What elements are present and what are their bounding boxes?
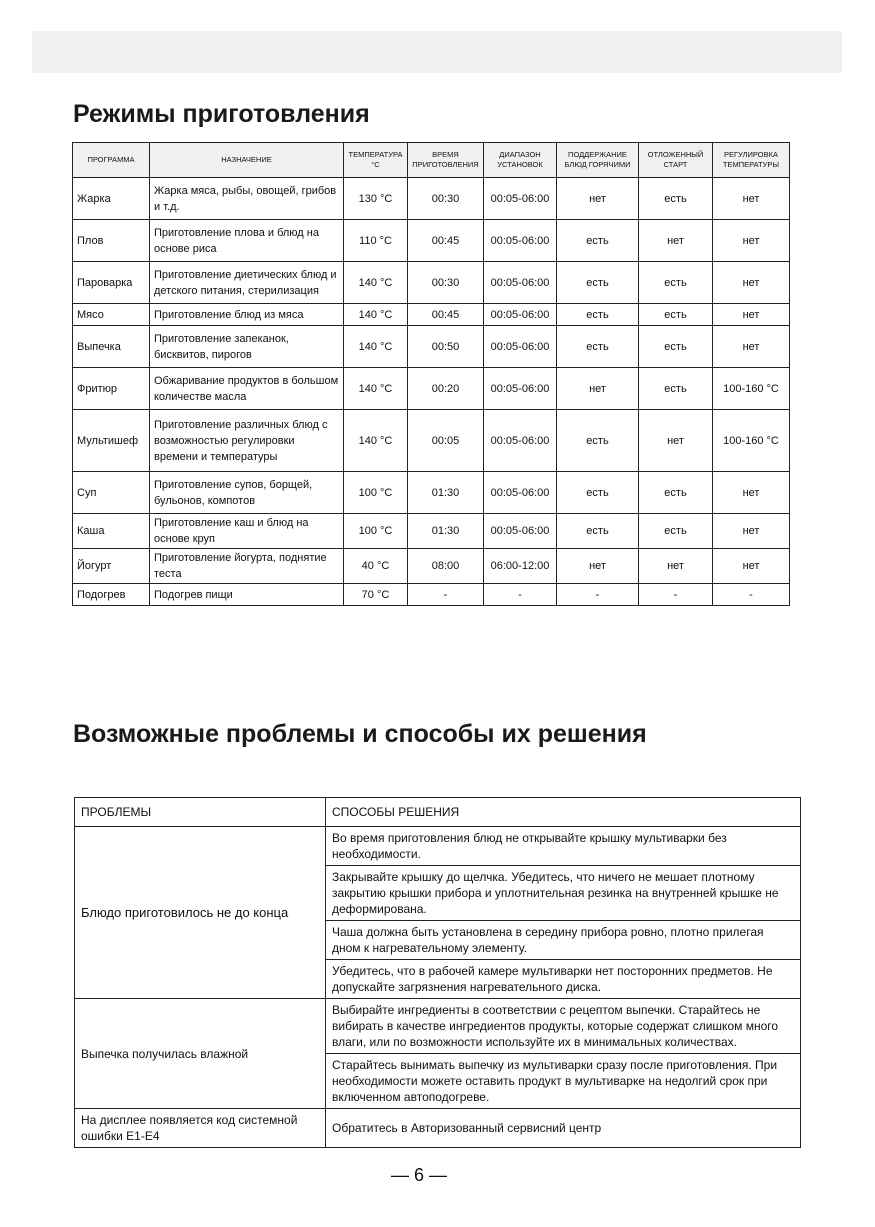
purpose-cell: Приготовление йогурта, поднятие теста <box>150 549 344 584</box>
keep-warm-cell: есть <box>557 304 639 326</box>
purpose-cell: Приготовление каш и блюд на основе круп <box>150 514 344 549</box>
header-cook-time: ВРЕМЯ ПРИГОТОВЛЕНИЯ <box>408 143 484 178</box>
cook-time-cell: 00:30 <box>408 178 484 220</box>
purpose-cell: Обжаривание продуктов в большом количестве масла <box>150 368 344 410</box>
program-cell: Жарка <box>73 178 150 220</box>
header-temperature: ТЕМПЕРАТУРА °С <box>344 143 408 178</box>
purpose-cell: Приготовление плова и блюд на основе риса <box>150 220 344 262</box>
header-problems: ПРОБЛЕМЫ <box>75 798 326 827</box>
temperature-cell: 140 °С <box>344 304 408 326</box>
header-program: ПРОГРАММА <box>73 143 150 178</box>
table-header-row <box>73 143 790 178</box>
range-cell: 00:05-06:00 <box>484 472 557 514</box>
table-row <box>75 827 801 866</box>
purpose-cell: Приготовление диетических блюд и детского питания, стерилизация <box>150 262 344 304</box>
section-title-modes: Режимы приготовления <box>73 100 370 128</box>
cook-time-cell: 01:30 <box>408 472 484 514</box>
table-row <box>73 262 790 304</box>
program-cell: Подогрев <box>73 584 150 606</box>
problem-cell: На дисплее появляется код системной ошибки Е1-Е4 <box>75 1109 326 1148</box>
program-cell: Пароварка <box>73 262 150 304</box>
problem-cell: Выпечка получилась влажной <box>75 999 326 1109</box>
table-row <box>73 368 790 410</box>
temp-adjust-cell: нет <box>713 262 790 304</box>
delay-start-cell: нет <box>639 410 713 472</box>
table-row <box>73 410 790 472</box>
delay-start-cell: нет <box>639 220 713 262</box>
table-row <box>73 514 790 549</box>
temperature-cell: 110 °С <box>344 220 408 262</box>
program-cell: Фритюр <box>73 368 150 410</box>
temp-adjust-cell: нет <box>713 178 790 220</box>
range-cell: 00:05-06:00 <box>484 410 557 472</box>
solution-cell: Выбирайте ингредиенты в соответствии с рецептом выпечки. Старайтесь не вибирать в качестве ингредиентов продукты, которые содержат слишком много влаги, или по возможности используйте их в минимальных количествах. <box>326 999 801 1054</box>
header-delay-start: ОТЛОЖЕННЫЙ СТАРТ <box>639 143 713 178</box>
temperature-cell: 140 °С <box>344 326 408 368</box>
keep-warm-cell: есть <box>557 326 639 368</box>
temp-adjust-cell: нет <box>713 220 790 262</box>
table-row <box>73 304 790 326</box>
purpose-cell: Приготовление блюд из мяса <box>150 304 344 326</box>
delay-start-cell: есть <box>639 304 713 326</box>
program-cell: Мультишеф <box>73 410 150 472</box>
solution-cell: Обратитесь в Авторизованный сервисний центр <box>326 1109 801 1148</box>
delay-start-cell: - <box>639 584 713 606</box>
range-cell: 00:05-06:00 <box>484 326 557 368</box>
cook-time-cell: 00:05 <box>408 410 484 472</box>
keep-warm-cell: нет <box>557 178 639 220</box>
keep-warm-cell: есть <box>557 220 639 262</box>
temperature-cell: 140 °С <box>344 368 408 410</box>
range-cell: 00:05-06:00 <box>484 220 557 262</box>
table-row <box>73 549 790 584</box>
cook-time-cell: 00:45 <box>408 304 484 326</box>
delay-start-cell: есть <box>639 472 713 514</box>
program-cell: Каша <box>73 514 150 549</box>
range-cell: - <box>484 584 557 606</box>
cook-time-cell: 00:50 <box>408 326 484 368</box>
cook-time-cell: 00:20 <box>408 368 484 410</box>
range-cell: 00:05-06:00 <box>484 514 557 549</box>
keep-warm-cell: есть <box>557 262 639 304</box>
delay-start-cell: есть <box>639 326 713 368</box>
header-purpose: НАЗНАЧЕНИЕ <box>150 143 344 178</box>
solution-cell: Во время приготовления блюд не открывайте крышку мультиварки без необходимости. <box>326 827 801 866</box>
purpose-cell: Приготовление запеканок, бисквитов, пирогов <box>150 326 344 368</box>
delay-start-cell: есть <box>639 514 713 549</box>
range-cell: 00:05-06:00 <box>484 368 557 410</box>
temp-adjust-cell: нет <box>713 514 790 549</box>
problem-cell: Блюдо приготовилось не до конца <box>75 827 326 999</box>
temperature-cell: 40 °С <box>344 549 408 584</box>
delay-start-cell: есть <box>639 368 713 410</box>
cook-time-cell: 01:30 <box>408 514 484 549</box>
section-title-problems: Возможные проблемы и способы их решения <box>73 720 647 748</box>
delay-start-cell: есть <box>639 178 713 220</box>
cooking-modes-table <box>72 142 790 606</box>
troubleshooting-table <box>74 797 801 1148</box>
temperature-cell: 100 °С <box>344 514 408 549</box>
table-row <box>73 220 790 262</box>
header-keep-warm: ПОДДЕРЖАНИЕ БЛЮД ГОРЯЧИМИ <box>557 143 639 178</box>
delay-start-cell: есть <box>639 262 713 304</box>
table-row <box>75 999 801 1054</box>
cook-time-cell: - <box>408 584 484 606</box>
table-row <box>73 178 790 220</box>
table-header-row <box>75 798 801 827</box>
temp-adjust-cell: нет <box>713 472 790 514</box>
solution-cell: Старайтесь вынимать выпечку из мультиварки сразу после приготовления. При необходимости можете оставить продукт в мультиварке на недолгий срок при включенном автоподогреве. <box>326 1054 801 1109</box>
range-cell: 00:05-06:00 <box>484 178 557 220</box>
program-cell: Плов <box>73 220 150 262</box>
range-cell: 06:00-12:00 <box>484 549 557 584</box>
temperature-cell: 140 °С <box>344 262 408 304</box>
keep-warm-cell: нет <box>557 368 639 410</box>
keep-warm-cell: есть <box>557 472 639 514</box>
range-cell: 00:05-06:00 <box>484 304 557 326</box>
page-header-band <box>32 31 842 73</box>
header-temp-adjust: РЕГУЛИРОВКА ТЕМПЕРАТУРЫ <box>713 143 790 178</box>
temp-adjust-cell: нет <box>713 326 790 368</box>
cook-time-cell: 00:45 <box>408 220 484 262</box>
keep-warm-cell: - <box>557 584 639 606</box>
cook-time-cell: 08:00 <box>408 549 484 584</box>
purpose-cell: Приготовление супов, борщей, бульонов, компотов <box>150 472 344 514</box>
range-cell: 00:05-06:00 <box>484 262 557 304</box>
program-cell: Мясо <box>73 304 150 326</box>
purpose-cell: Жарка мяса, рыбы, овощей, грибов и т.д. <box>150 178 344 220</box>
solution-cell: Убедитесь, что в рабочей камере мультиварки нет посторонних предметов. Не допускайте загрязнения нагревательного диска. <box>326 960 801 999</box>
temperature-cell: 100 °С <box>344 472 408 514</box>
header-range: ДИАПАЗОН УСТАНОВОК <box>484 143 557 178</box>
temperature-cell: 140 °С <box>344 410 408 472</box>
purpose-cell: Приготовление различных блюд с возможностью регулировки времени и температуры <box>150 410 344 472</box>
delay-start-cell: нет <box>639 549 713 584</box>
temperature-cell: 130 °С <box>344 178 408 220</box>
cook-time-cell: 00:30 <box>408 262 484 304</box>
header-solutions: СПОСОБЫ РЕШЕНИЯ <box>326 798 801 827</box>
temp-adjust-cell: 100-160 °С <box>713 410 790 472</box>
keep-warm-cell: есть <box>557 410 639 472</box>
program-cell: Суп <box>73 472 150 514</box>
table-row <box>73 472 790 514</box>
program-cell: Выпечка <box>73 326 150 368</box>
temp-adjust-cell: нет <box>713 549 790 584</box>
keep-warm-cell: нет <box>557 549 639 584</box>
solution-cell: Закрывайте крышку до щелчка. Убедитесь, что ничего не мешает плотному закрытию крышки прибора и уплотнительная резинка на внутренней крышке не деформирована. <box>326 866 801 921</box>
keep-warm-cell: есть <box>557 514 639 549</box>
page-number: — 6 — <box>390 1165 447 1185</box>
program-cell: Йогурт <box>73 549 150 584</box>
temp-adjust-cell: 100-160 °С <box>713 368 790 410</box>
temperature-cell: 70 °С <box>344 584 408 606</box>
temp-adjust-cell: нет <box>713 304 790 326</box>
table-row <box>73 584 790 606</box>
solution-cell: Чаша должна быть установлена в середину прибора ровно, плотно прилегая дном к нагревательному элементу. <box>326 921 801 960</box>
table-row <box>75 1109 801 1148</box>
temp-adjust-cell: - <box>713 584 790 606</box>
purpose-cell: Подогрев пищи <box>150 584 344 606</box>
table-row <box>73 326 790 368</box>
